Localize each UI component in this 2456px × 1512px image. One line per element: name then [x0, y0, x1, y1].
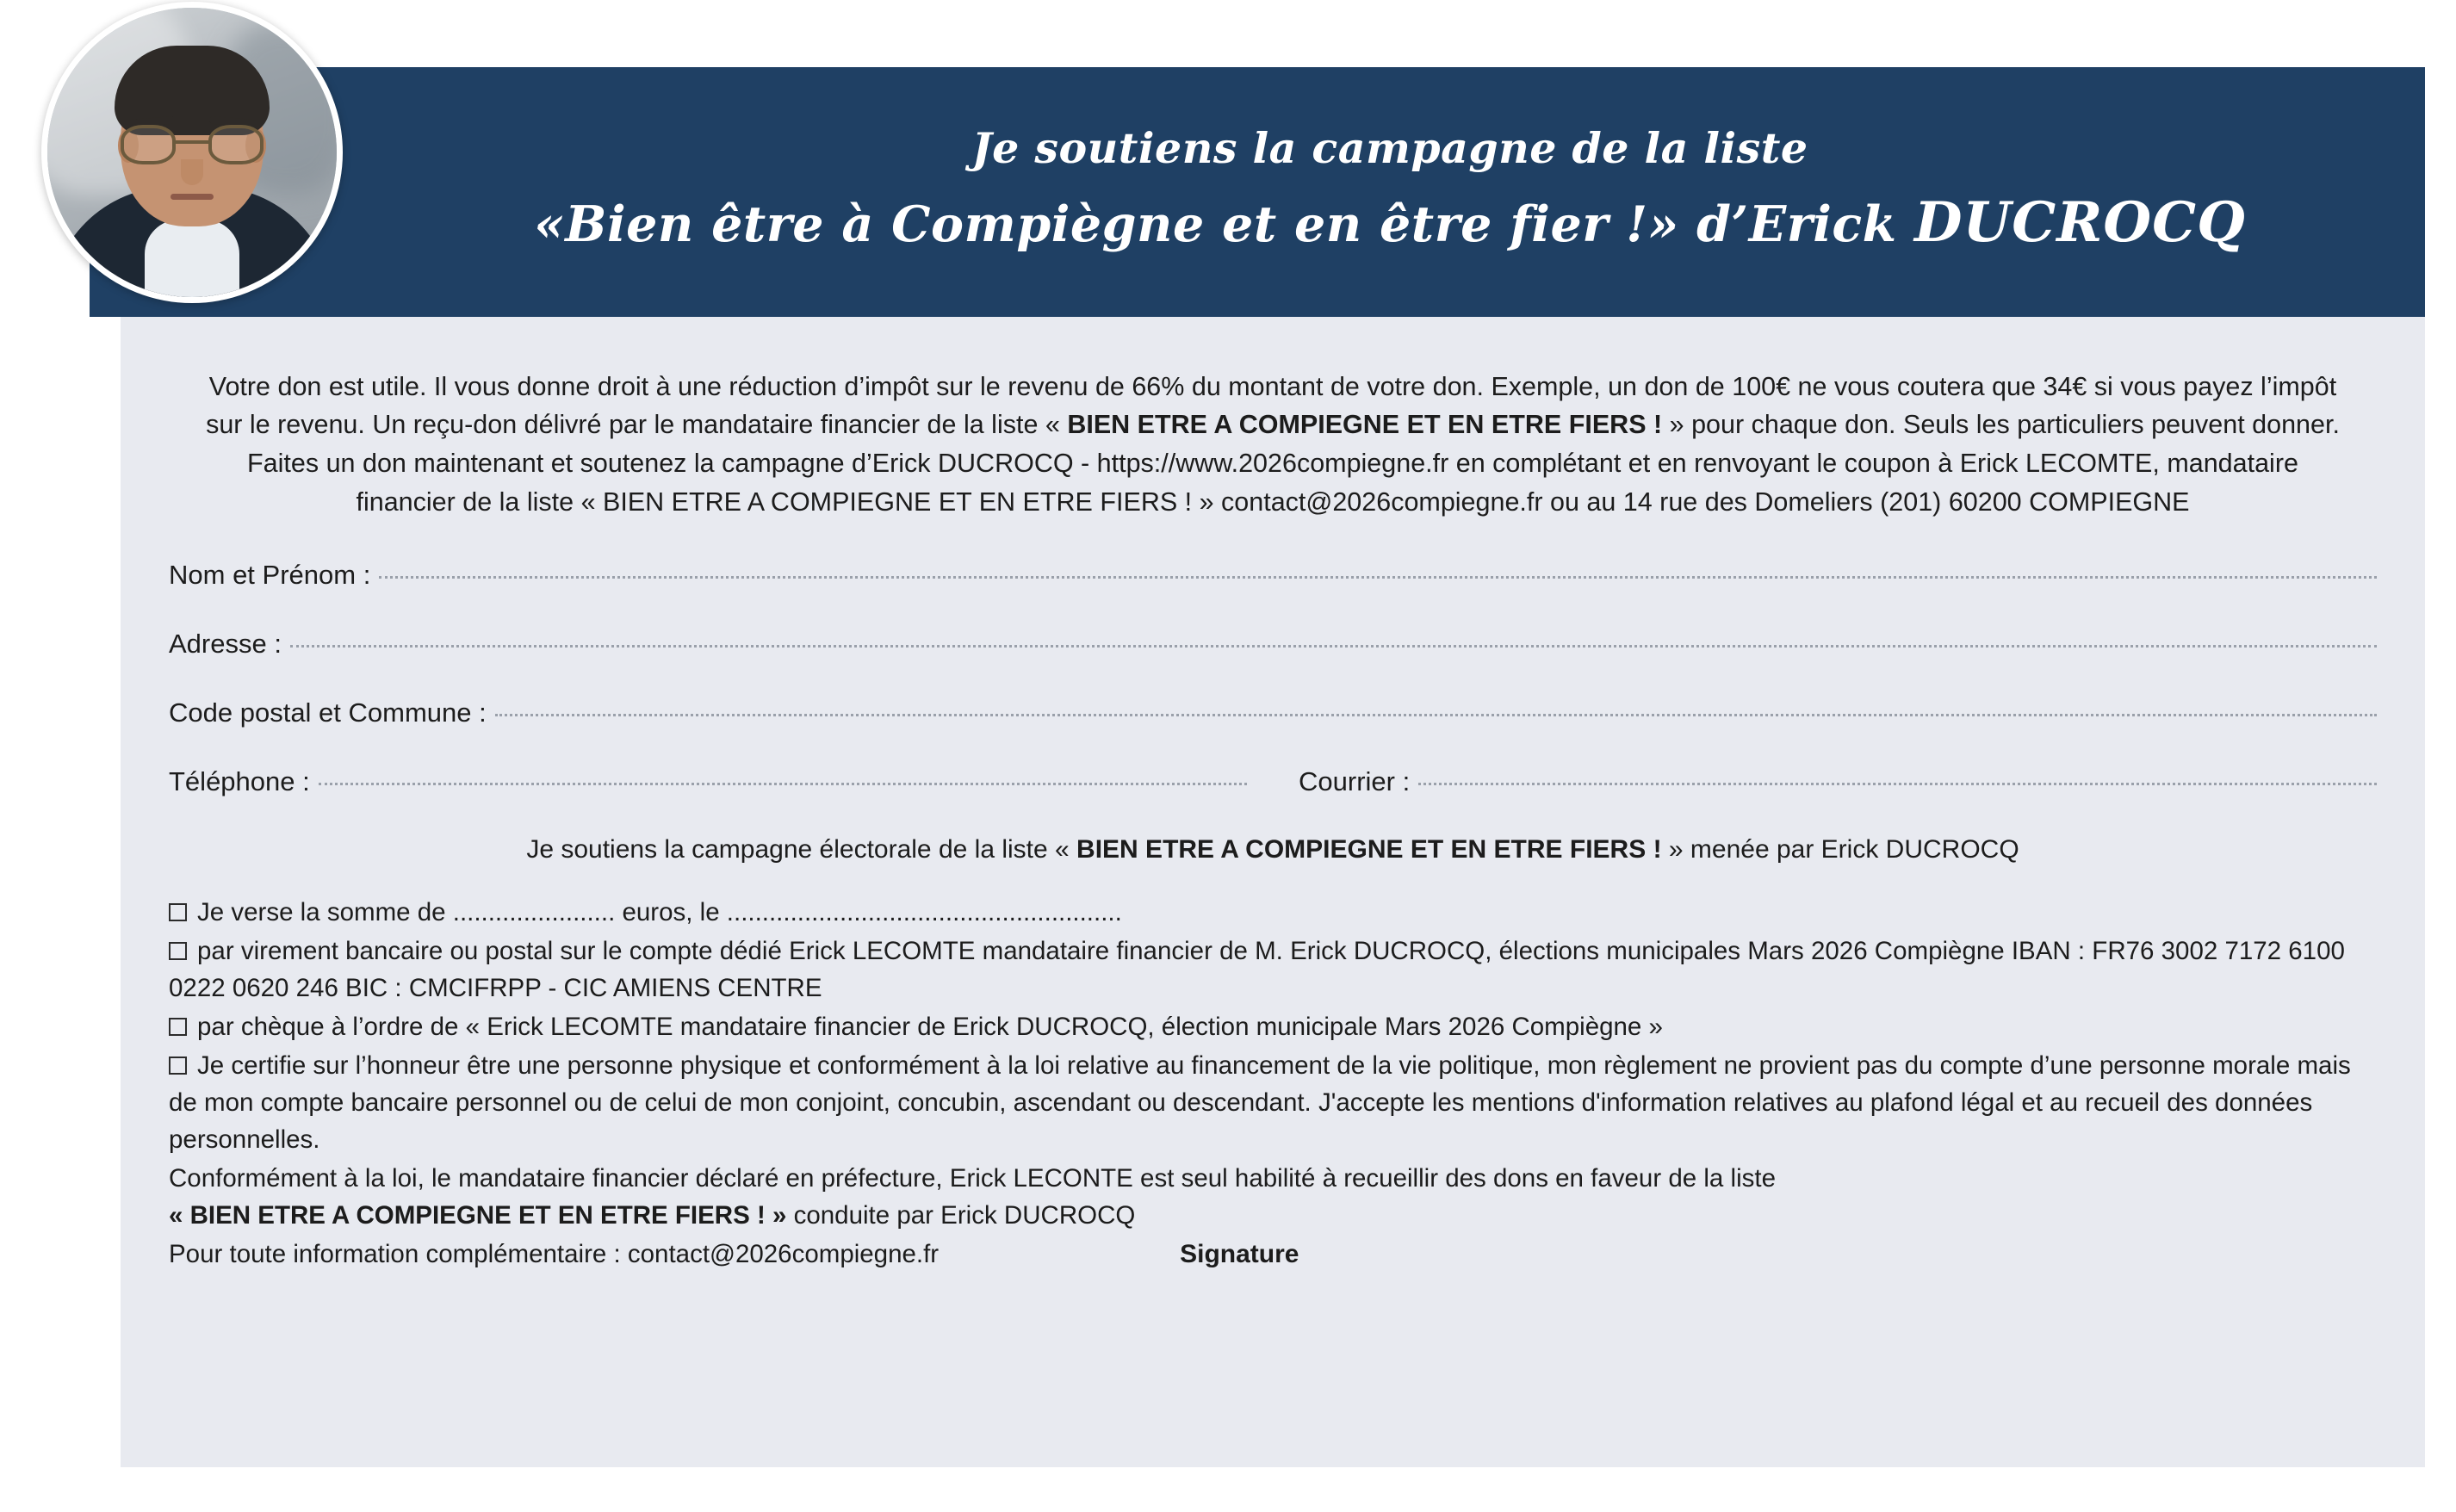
label-code-postal-commune: Code postal et Commune :: [169, 697, 487, 728]
label-courrier: Courrier :: [1299, 765, 1411, 796]
glasses-lens-left: [121, 125, 176, 164]
candidate-name: DUCROCQ: [1913, 189, 2246, 255]
intro-part-2: » pour chaque don. Seuls les particuliers peuvent donner. Faites un don maintenant et soutenez la campagne d’Erick DUCROCQ - https://www.2026compiegne.fr en complétant et en renvoyant le coupon à Erick LECOMTE, mandataire financier de la liste « BIEN ETRE A COMPIEGNE ET EN ETRE FIERS ! » contact@2026compiegne.fr ou au 14 rue des Domeliers (201) 60200 COMPIEGNE: [247, 410, 2340, 517]
coupon-body: [121, 317, 2425, 1467]
intro-paragraph: [169, 368, 2377, 522]
form-fields: [169, 560, 2377, 797]
legal-notice-line-1: Conformément à la loi, le mandataire financier déclaré en préfecture, Erick LECONTE est seul habilité à recueillir des dons en faveur de la liste: [169, 1164, 1776, 1193]
title-line-2-prefix: «Bien être à Compiègne et en être fier !» d’Erick: [534, 195, 1914, 253]
field-row-adresse: [169, 629, 2377, 660]
checkbox-row-virement[interactable]: [169, 933, 2377, 1007]
label-telephone: Téléphone :: [169, 765, 310, 796]
checkbox-certification[interactable]: [169, 1057, 187, 1075]
input-telephone[interactable]: [319, 782, 1247, 785]
input-nom-prenom[interactable]: [379, 575, 2377, 579]
field-courrier: [1299, 766, 2377, 797]
field-row-nom: [169, 560, 2377, 591]
checkbox-label-somme: Je verse la somme de ....................... euros, le ........................................................: [197, 897, 1122, 926]
title-line-2: [451, 184, 2329, 263]
checkbox-label-cheque: par chèque à l’ordre de « Erick LECOMTE mandataire financier de Erick DUCROCQ, élection municipale Mars 2026 Compiègne »: [197, 1013, 1663, 1041]
input-courrier[interactable]: [1418, 782, 2377, 785]
contact-info: Pour toute information complémentaire : contact@2026compiegne.fr: [169, 1240, 940, 1269]
checkbox-row-certification[interactable]: [169, 1047, 2377, 1158]
support-list-name: BIEN ETRE A COMPIEGNE ET EN ETRE FIERS !: [1076, 834, 1662, 864]
checkbox-somme[interactable]: [169, 903, 187, 921]
glasses-bridge: [176, 140, 208, 144]
checkbox-label-virement: par virement bancaire ou postal sur le compte dédié Erick LECOMTE mandataire financier de M. Erick DUCROCQ, élections municipales Mars 2026 Compiègne IBAN : FR76 3002 7172 6100 0222 0620 246 BIC : CMCIFRPP - CIC AMIENS CENTRE: [169, 936, 2345, 1002]
legal-list-suffix: conduite par Erick DUCROCQ: [786, 1201, 1136, 1230]
checkbox-virement[interactable]: [169, 942, 187, 960]
intro-part-1: Votre don est utile. Il vous donne droit à une réduction d’impôt sur le revenu de 66% du montant de votre don. Exemple, un don de 100€ ne vous coutera que 34€ si vous payez l’impôt sur le revenu. Un reçu-don délivré par le mandataire financier de la liste «: [206, 371, 2337, 440]
glasses-lens-right: [208, 125, 264, 164]
footer-row: [169, 1236, 2377, 1273]
field-row-telephone-courrier: [169, 766, 2377, 797]
intro-list-name: BIEN ETRE A COMPIEGNE ET EN ETRE FIERS !: [1067, 410, 1663, 440]
title-line-1: Je soutiens la campagne de la liste: [971, 123, 1808, 173]
checkbox-row-somme[interactable]: [169, 894, 2377, 931]
support-suffix: » menée par Erick DUCROCQ: [1661, 834, 2019, 864]
signature-label: Signature: [1180, 1240, 1299, 1269]
support-prefix: Je soutiens la campagne électorale de la liste «: [526, 834, 1077, 864]
support-statement: [169, 835, 2377, 864]
label-nom-prenom: Nom et Prénom :: [169, 559, 371, 590]
portrait-mouth: [171, 194, 214, 200]
label-adresse: Adresse :: [169, 628, 282, 659]
legal-notice: [169, 1160, 2377, 1234]
checkbox-label-certification: Je certifie sur l’honneur être une personne physique et conformément à la loi relative au financement de la vie politique, mon règlement ne provient pas du compte d’une personne morale mais de mon compte bancaire personnel ou de celui de mon conjoint, concubin, ascendant ou descendant. J'accepte les mentions d'information relatives au plafond légal et au recueil des données personnelles.: [169, 1051, 2351, 1155]
page-title: [451, 119, 2329, 262]
checkbox-row-cheque[interactable]: [169, 1008, 2377, 1045]
portrait-nose: [181, 159, 203, 185]
input-code-postal-commune[interactable]: [495, 713, 2377, 716]
portrait-shirt: [145, 220, 239, 303]
header-band: [90, 67, 2425, 317]
checkbox-section: [169, 894, 2377, 1273]
field-row-code-postal: [169, 697, 2377, 728]
input-adresse[interactable]: [290, 644, 2377, 648]
field-telephone: [169, 766, 1247, 797]
checkbox-cheque[interactable]: [169, 1018, 187, 1036]
avatar: [41, 2, 343, 303]
legal-list-name: « BIEN ETRE A COMPIEGNE ET EN ETRE FIERS ! »: [169, 1201, 787, 1230]
